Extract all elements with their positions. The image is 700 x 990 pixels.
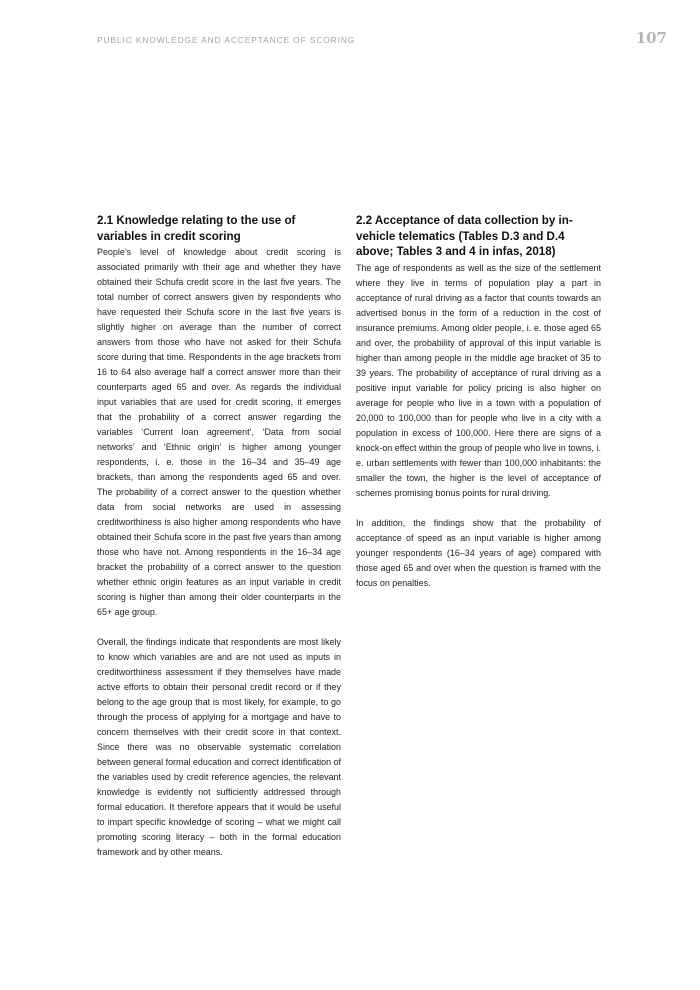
section-2-2-paragraph-2: In addition, the findings show that the probability of acceptance of speed as an input variable is higher among younger respondents (16–34 years of age) compared with those aged 65 and over when the question is framed with the focus on penalties. [356,517,601,588]
section-heading-2-2: 2.2 Acceptance of data collection by in-vehicle telematics (Tables D.3 and D.4 above; Tables 3 and 4 in infas, 2018) [356,214,573,258]
running-header: PUBLIC KNOWLEDGE AND ACCEPTANCE OF SCORING [97,35,356,45]
section-2-2-paragraph-1: The age of respondents as well as the size of the settlement where they live in terms of population play a part in acceptance of rural driving as a factor that counts towards an advertised bonus in the form of a reduction in the cost of insurance premiums. Among older people, i. e. those aged 65 and over, the probability of approval of this input variable is higher than among people in the middle age bracket of 35 to 39 years. The probability of acceptance of rural driving as a positive input variable for policy pricing is also higher on average for people who live in a town with a population of 20,000 to 100,000 than for people who live in a city with a population in excess of 100,000. Here there are signs of a knock-on effect within the group of people who live in towns, i. e. urban settlements with fewer than 100,000 inhabitants: the smaller the town, the higher is the level of acceptance of schemes promising bonus points for rural driving. [356,262,601,498]
right-column [356,213,601,591]
section-2-1-paragraph-1: People’s level of knowledge about credit scoring is associated primarily with their age and whether they have obtained their Schufa credit score in the last five years. The total number of correct answers given by respondents who have requested their Schufa score in the last five years is slightly higher on average than the number of correct answers from those who have not asked for their Schufa score during that time. Respondents in the age brackets from 16 to 64 also average half a correct answer more than their counterparts aged 65 and over. As regards the individual input variables that are used for credit scoring, it emerges that the probability of a correct answer regarding the variables ‘Current loan agreement’, ‘Data from social networks’ and ‘Ethnic origin’ is higher among younger respondents, i. e. those in the 16–34 and 35–49 age brackets, than among the respondents aged 65 and over. The probability of a correct answer to the question whether data from social networks are used in assessing creditworthiness is also higher among respondents who have obtained their Schufa score in the past five years than among those who have not. Among respondents in the 16–34 age bracket the probability of a correct answer to the question whether ethnic origin features as an input variable in credit scoring is higher than among their older counterparts in the 65+ age group. [97,247,341,617]
left-column [97,213,341,860]
section-heading-2-1: 2.1 Knowledge relating to the use of variables in credit scoring [97,214,296,243]
section-2-1-paragraph-2: Overall, the findings indicate that respondents are most likely to know which variables are and are not used as inputs in creditworthiness assessment if they themselves have made active efforts to obtain their personal credit record or if they belong to the age group that is most likely, for example, to go through the process of applying for a mortgage and have to concern themselves with their credit score in that context. Since there was no observable systematic correlation between general formal education and correct identification of the variables used by credit reference agencies, the relevant knowledge is evidently not sufficiently addressed through formal education. It therefore appears that it would be useful to impart specific knowledge of scoring – what we might call promoting scoring literacy – both in the formal education framework and by other means. [97,637,341,857]
page-number: 107 [635,29,667,47]
